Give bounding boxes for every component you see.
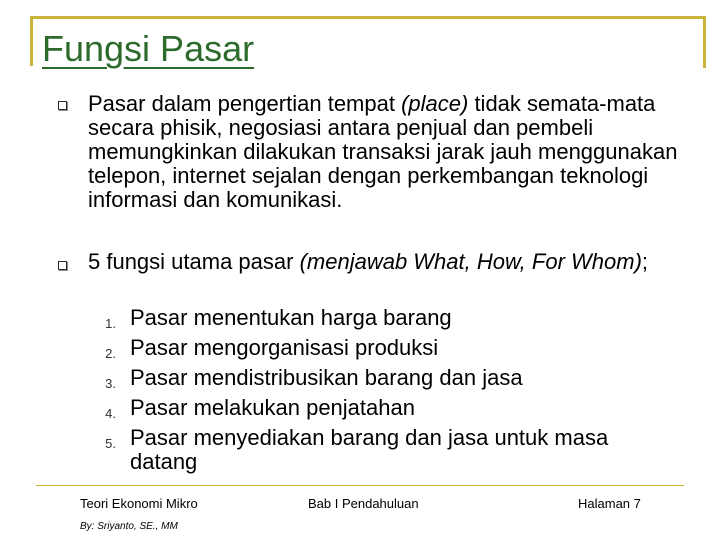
bullet-paragraph-2 bbox=[88, 250, 688, 274]
title-frame-top bbox=[30, 16, 706, 19]
list-text: Pasar mendistribusikan barang dan jasa bbox=[130, 365, 523, 390]
title-frame-left bbox=[30, 16, 33, 66]
footer-course: Teori Ekonomi Mikro bbox=[80, 496, 198, 511]
list-number: 3. bbox=[105, 376, 116, 391]
list-item bbox=[96, 396, 656, 420]
bullet-2-italic: (menjawab What, How, For Whom) bbox=[299, 249, 642, 274]
list-number: 1. bbox=[105, 316, 116, 331]
list-item bbox=[96, 336, 656, 360]
bullet-1-italic: (place) bbox=[401, 91, 469, 116]
list-number: 2. bbox=[105, 346, 116, 361]
bullet-1-text-a: Pasar dalam pengertian tempat bbox=[88, 91, 402, 116]
bullet-1-text-b: tidak semata-mata secara phisik, negosiasi antara penjual dan pembeli memungkinkan dilakukan transaksi jarak jauh menggunakan telepon, internet sejalan dengan perkembangan teknologi informasi dan komunikasi. bbox=[88, 91, 678, 212]
square-bullet-icon bbox=[58, 261, 67, 270]
footer-divider bbox=[36, 485, 684, 486]
square-bullet-icon bbox=[58, 101, 67, 110]
bullet-paragraph-1 bbox=[88, 92, 688, 212]
title-frame-right bbox=[703, 16, 706, 68]
list-number: 5. bbox=[105, 436, 116, 451]
list-text: Pasar mengorganisasi produksi bbox=[130, 335, 439, 360]
list-number: 4. bbox=[105, 406, 116, 421]
footer-author: By: Sriyanto, SE., MM bbox=[80, 521, 178, 532]
bullet-2-text-b: ; bbox=[641, 249, 649, 274]
function-list bbox=[96, 306, 656, 480]
slide-title: Fungsi Pasar bbox=[42, 28, 255, 69]
list-text: Pasar menyediakan barang dan jasa untuk masa datang bbox=[130, 425, 609, 474]
footer-page-number: Halaman 7 bbox=[578, 496, 641, 511]
list-text: Pasar menentukan harga barang bbox=[130, 305, 452, 330]
list-item bbox=[96, 366, 656, 390]
bullet-2-text-a: 5 fungsi utama pasar bbox=[88, 249, 300, 274]
footer-chapter: Bab I Pendahuluan bbox=[308, 496, 419, 511]
list-text: Pasar melakukan penjatahan bbox=[130, 395, 415, 420]
list-item bbox=[96, 306, 656, 330]
list-item bbox=[96, 426, 656, 474]
